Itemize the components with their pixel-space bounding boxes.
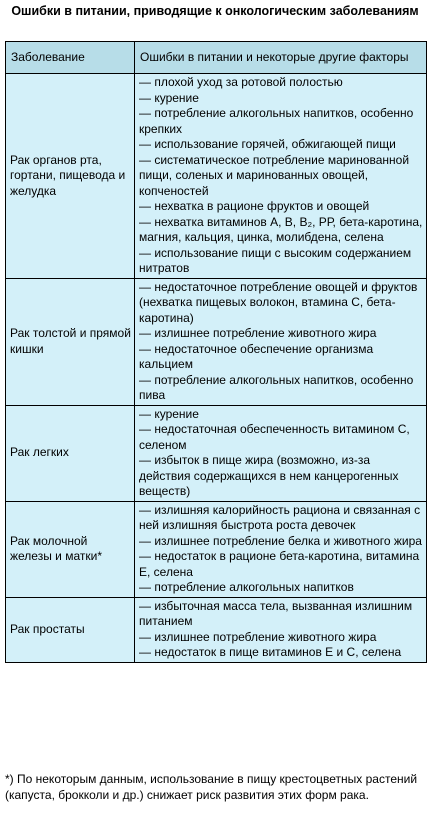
factor-item: — потребление алкогольных напитков, особенно крепких — [139, 106, 414, 136]
factor-item: — потребление алкогольных напитков — [139, 580, 354, 594]
factor-item: — курение — [139, 90, 199, 105]
factor-item: — систематическое потребление маринованной пищи, соленых и маринованных овощей, копченостей — [139, 152, 410, 198]
factor-item: — недостаток в рационе бета-каротина, витамина Е, селена — [139, 549, 420, 579]
factor-item: — недостаточное обеспечение организма кальцием — [139, 341, 374, 371]
factor-item: — потребление алкогольных напитков, особенно пива — [139, 372, 414, 402]
disease-cell: Рак толстой и прямой кишки — [6, 278, 135, 405]
factors-cell — [135, 405, 427, 501]
factor-item: — плохой уход за ротовой полостью — [139, 75, 343, 89]
table-row — [6, 597, 427, 662]
factor-item: — избыток в пище жира (возможно, из-за действия содержащихся в нем канцерогенных веществ) — [139, 453, 399, 498]
diseases-table — [5, 41, 427, 663]
factor-item: — излишнее потребление животного жира — [139, 326, 377, 340]
table-row — [6, 74, 427, 279]
page-title: Ошибки в питании, приводящие к онкологическим заболеваниям — [11, 4, 419, 18]
factor-item: — излишнее потребление животного жира — [139, 629, 377, 644]
disease-cell: Рак простаты — [6, 597, 135, 662]
factor-item: — недостаточное потребление овощей и фруктов (нехватка пищевых волокон, втамина С, бета-каротина) — [139, 279, 418, 325]
factors-cell — [135, 501, 427, 597]
factor-item: — недостаток в пище витаминов Е и С, селена — [139, 645, 402, 659]
disease-cell: Рак молочной железы и матки* — [6, 501, 135, 597]
factor-item: — избыточная масса тела, вызванная излишним питанием — [139, 598, 413, 628]
column-header-factors: Ошибки в питании и некоторые другие факторы — [135, 42, 427, 74]
factors-cell — [135, 278, 427, 405]
factor-item: — излишняя калорийность рациона и связанная с ней излишняя быстрота роста девочек — [139, 502, 421, 532]
table-header-row — [6, 42, 427, 74]
factor-item: — курение — [139, 406, 199, 421]
factors-cell — [135, 74, 427, 279]
factor-item: — использование горячей, обжигающей пищи — [139, 137, 396, 151]
table-row — [6, 501, 427, 597]
factor-item: — нехватка витаминов А, В, В₂, РР, бета-каротина, магния, кальция, цинка, молибдена, селена — [139, 214, 423, 244]
table-row — [6, 405, 427, 501]
footnote: *) По некоторым данным, использование в пищу крестоцветных растений (капуста, брокколи и др.) снижает риск развития этих форм рака. — [5, 772, 418, 802]
factor-item: — использование пищи с высоким содержанием нитратов — [139, 245, 412, 275]
factor-item: — нехватка в рационе фруктов и овощей — [139, 199, 370, 213]
table-row — [6, 278, 427, 405]
column-header-disease: Заболевание — [6, 42, 135, 74]
factors-cell — [135, 597, 427, 662]
disease-cell: Рак органов рта, гортани, пищевода и желудка — [6, 74, 135, 279]
factor-item: — недостаточная обеспеченность витамином С, селеном — [139, 422, 410, 452]
factor-item: — излишнее потребление белка и животного жира — [139, 533, 422, 548]
disease-cell: Рак легких — [6, 405, 135, 501]
